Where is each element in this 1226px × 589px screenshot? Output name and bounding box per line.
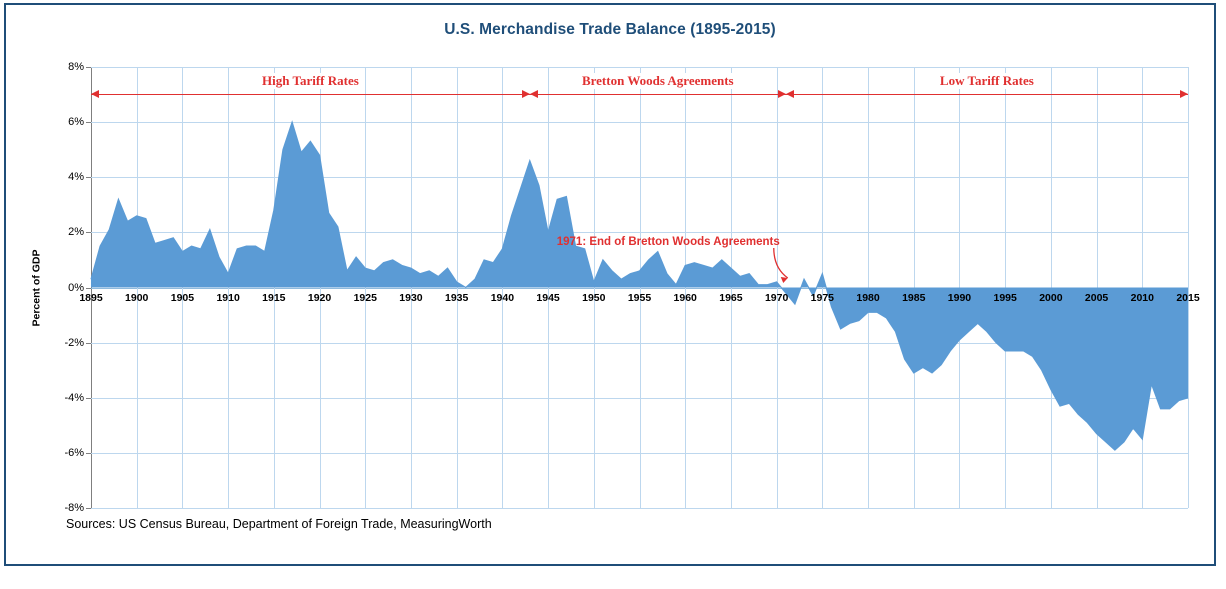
x-tick-label: 1995 bbox=[993, 291, 1017, 304]
x-tick-label: 1895 bbox=[79, 291, 103, 304]
x-tick-label: 1960 bbox=[673, 291, 697, 304]
y-tick-label: 0% bbox=[68, 281, 84, 294]
gridline-vertical bbox=[1188, 67, 1189, 508]
y-tick-label: 2% bbox=[68, 226, 84, 239]
callout-label: 1971: End of Bretton Woods Agreements bbox=[556, 235, 780, 248]
x-tick-label: 2015 bbox=[1176, 291, 1200, 304]
x-tick-label: 1905 bbox=[170, 291, 195, 304]
chart-figure bbox=[4, 3, 1216, 566]
band-label: Low Tariff Rates bbox=[934, 73, 1040, 89]
y-tick-label: -6% bbox=[64, 446, 84, 459]
x-tick-label: 1990 bbox=[947, 291, 972, 304]
x-tick-label: 1955 bbox=[627, 291, 652, 304]
y-tick-mark bbox=[86, 508, 91, 509]
x-tick-label: 1910 bbox=[216, 291, 240, 304]
callout-arrow-icon bbox=[91, 67, 1188, 508]
y-axis-label-text: Percent of GDP bbox=[31, 248, 43, 327]
band-label: Bretton Woods Agreements bbox=[576, 73, 740, 89]
y-tick-label: 6% bbox=[68, 116, 84, 129]
source-note: Sources: US Census Bureau, Department of Foreign Trade, MeasuringWorth bbox=[66, 517, 492, 531]
plot-area bbox=[64, 61, 1200, 514]
x-tick-label: 1920 bbox=[307, 291, 332, 304]
x-tick-label: 2010 bbox=[1130, 291, 1154, 304]
x-tick-label: 1975 bbox=[810, 291, 835, 304]
y-tick-label: -2% bbox=[64, 336, 84, 349]
x-tick-label: 2000 bbox=[1039, 291, 1063, 304]
x-tick-label: 1985 bbox=[902, 291, 926, 304]
y-axis-label bbox=[28, 67, 46, 508]
page-title: U.S. Merchandise Trade Balance (1895-2015) bbox=[444, 21, 776, 38]
band-label: High Tariff Rates bbox=[256, 73, 365, 89]
x-tick-label: 1900 bbox=[125, 291, 149, 304]
x-tick-label: 1970 bbox=[764, 291, 789, 304]
y-tick-label: 4% bbox=[68, 171, 84, 184]
x-tick-label: 1950 bbox=[582, 291, 606, 304]
x-tick-label: 2005 bbox=[1084, 291, 1109, 304]
x-tick-label: 1915 bbox=[262, 291, 286, 304]
x-tick-label: 1930 bbox=[399, 291, 423, 304]
x-tick-label: 1925 bbox=[353, 291, 377, 304]
x-tick-label: 1980 bbox=[856, 291, 880, 304]
x-tick-label: 1935 bbox=[444, 291, 469, 304]
y-tick-label: -4% bbox=[64, 391, 84, 404]
y-tick-label: 8% bbox=[68, 61, 84, 73]
x-tick-label: 1945 bbox=[536, 291, 560, 304]
gridline-horizontal bbox=[91, 508, 1188, 509]
x-tick-label: 1965 bbox=[719, 291, 743, 304]
y-tick-label: -8% bbox=[64, 502, 84, 514]
x-tick-label: 1940 bbox=[490, 291, 515, 304]
